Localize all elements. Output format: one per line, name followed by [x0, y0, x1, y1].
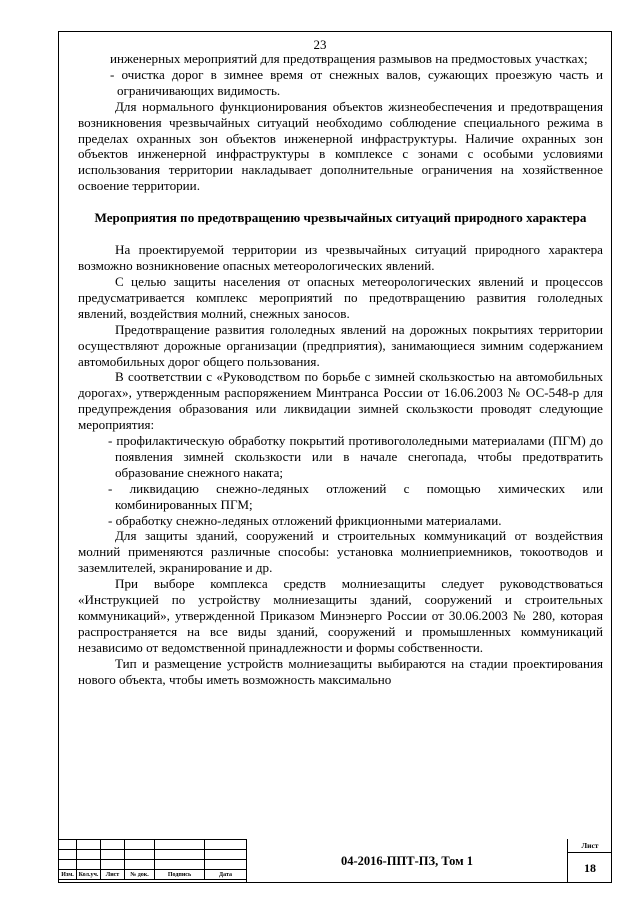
col-header: Лист: [101, 870, 125, 880]
paragraph: При выборе комплекса средств молниезащиты следует руководствоваться «Инструкцией по устройству молниезащиты зданий, сооружений и строительных коммуникаций», утвержденной Приказом Минэнерго России от 30.06.2003 № 280, которая распространяется на все виды зданий, сооружений и промышленных коммуникаций независимо от ведомственной принадлежности и формы собственности.: [78, 576, 603, 655]
paragraph: Предотвращение развития гололедных явлений на дорожных покрытиях территории осуществляют дорожные организации (предприятия), занимающиеся зимним содержанием автомобильных дорог общего пользования.: [78, 321, 603, 369]
page-number: 23: [313, 37, 327, 52]
paragraph: - очистка дорог в зимнее время от снежных валов, сужающих проезжую часть и ограничивающих видимость.: [110, 66, 603, 98]
col-header: Подпись: [155, 870, 205, 880]
title-block: [58, 839, 612, 883]
col-header: № док.: [125, 870, 155, 880]
paragraph: Для защиты зданий, сооружений и строительных коммуникаций от воздействия молний применяются различные способы: установка молниеприемников, токоотводов и заземлителей, экранирование и др.: [78, 528, 603, 576]
document-code: 04-2016-ППТ-ПЗ, Том 1: [246, 839, 568, 883]
paragraph: инженерных мероприятий для предотвращения размывов на предмостовых участках;: [110, 51, 588, 66]
list-item: - обработку снежно-ледяных отложений фрикционными материалами.: [108, 512, 502, 528]
col-header: Кол.уч.: [77, 870, 101, 880]
sheet-number: 18: [584, 861, 596, 875]
revision-table: [58, 839, 247, 880]
document-body: [78, 51, 603, 688]
list-item: - ликвидацию снежно-ледяных отложений с помощью химических или комбинированных ПГМ;: [108, 480, 603, 512]
section-heading: Мероприятия по предотвращению чрезвычайных ситуаций природного характера: [94, 210, 587, 226]
paragraph: С целью защиты населения от опасных метеорологических явлений и процессов предусматривается комплекс мероприятий по предотвращению развития гололедных явлений, воздействия молний, снежных заносов.: [78, 273, 603, 321]
paragraph: На проектируемой территории из чрезвычайных ситуаций природного характера возможно возникновение опасных метеорологических явлений.: [78, 242, 603, 274]
list-item: - профилактическую обработку покрытий противогололедными материалами (ПГМ) до появления зимней скользкости или в начале снегопада, чтобы предотвратить образование снежного наката;: [108, 433, 603, 480]
col-header: Изм.: [59, 870, 77, 880]
col-header: Дата: [205, 870, 247, 880]
sheet-label: Лист: [568, 839, 612, 853]
paragraph: Тип и размещение устройств молниезащиты выбираются на стадии проектирования нового объекта, чтобы иметь возможность максимально: [78, 655, 603, 687]
paragraph: В соответствии с «Руководством по борьбе с зимней скользкостью на автомобильных дорогах», утвержденным распоряжением Минтранса России от 16.06.2003 № ОС-548-р для предупреждения образования или ликвидации зимней скользкости проводят следующие мероприятия:: [78, 369, 603, 433]
paragraph: Для нормального функционирования объектов жизнеобеспечения и предотвращения возникновения чрезвычайных ситуаций необходимо соблюдение специального режима в пределах охранных зон объектов инженерной инфраструктуры. Наличие охранных зон объектов инженерной инфраструктуры в комплексе с зонами с особыми условиями использования территории накладывает дополнительные ограничения на хозяйственное освоение территории.: [78, 98, 603, 194]
